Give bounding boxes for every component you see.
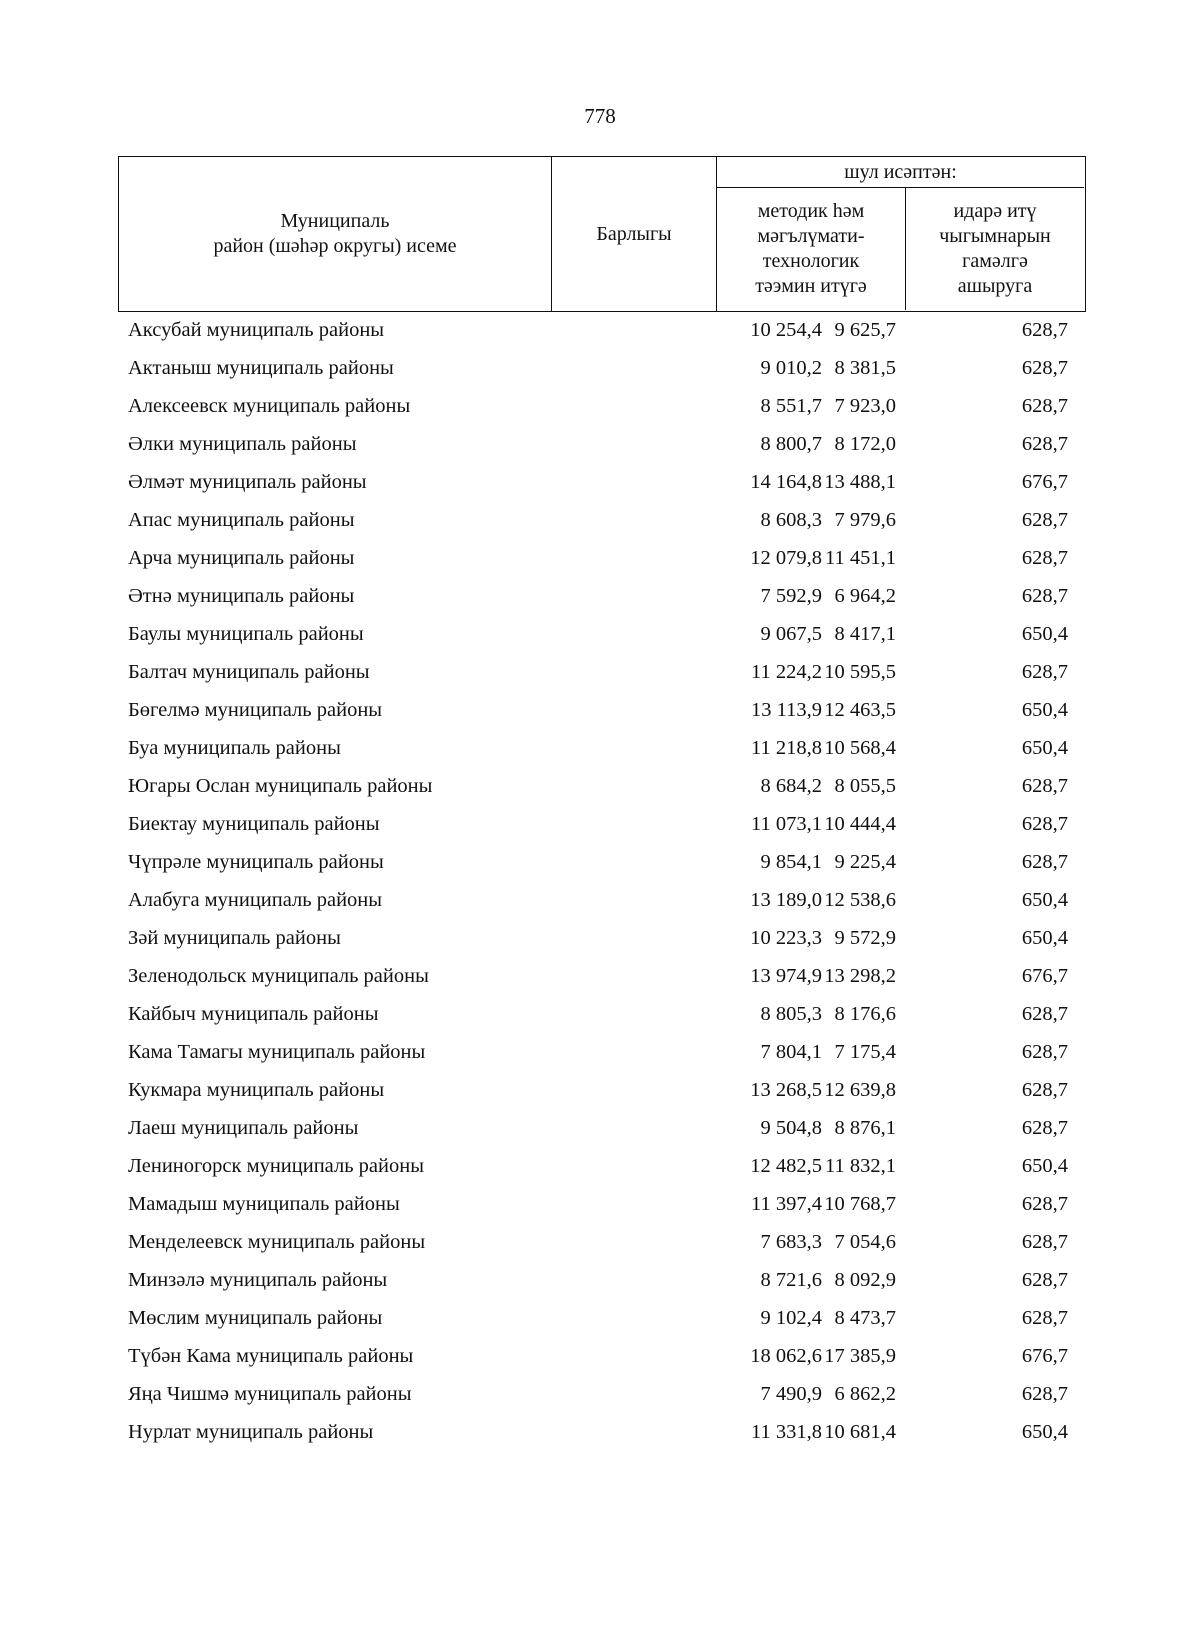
cell-methodical-support: 12 639,8 <box>824 1079 896 1101</box>
table-row <box>118 1223 1086 1261</box>
cell-methodical-support: 8 092,9 <box>834 1269 896 1291</box>
table-row <box>118 1033 1086 1071</box>
table-header <box>118 156 1086 312</box>
cell-administration-costs: 650,4 <box>1021 1421 1068 1443</box>
cell-administration-costs: 628,7 <box>1021 319 1068 341</box>
cell-methodical-support: 7 979,6 <box>834 509 896 531</box>
cell-municipality-name: Алабуга муниципаль районы <box>128 889 383 911</box>
header-methodical-support <box>717 188 906 310</box>
cell-total: 13 974,9 <box>750 965 822 987</box>
table-row <box>118 501 1086 539</box>
cell-municipality-name: Кама Тамагы муниципаль районы <box>128 1041 426 1063</box>
table-row <box>118 1109 1086 1147</box>
table-row <box>118 577 1086 615</box>
cell-administration-costs: 628,7 <box>1021 1383 1068 1405</box>
cell-total: 9 067,5 <box>760 623 822 645</box>
cell-total: 7 804,1 <box>760 1041 822 1063</box>
cell-total: 8 608,3 <box>760 509 822 531</box>
cell-administration-costs: 628,7 <box>1021 775 1068 797</box>
table-row <box>118 1375 1086 1413</box>
cell-total: 9 504,8 <box>760 1117 822 1139</box>
table-row <box>118 1299 1086 1337</box>
cell-methodical-support: 10 768,7 <box>824 1193 896 1215</box>
cell-total: 13 189,0 <box>750 889 822 911</box>
cell-total: 13 113,9 <box>751 699 822 721</box>
cell-administration-costs: 676,7 <box>1021 1345 1068 1367</box>
table-row <box>118 1261 1086 1299</box>
table-row <box>118 653 1086 691</box>
cell-methodical-support: 8 473,7 <box>834 1307 896 1329</box>
cell-municipality-name: Чүпрәле муниципаль районы <box>128 851 384 873</box>
cell-municipality-name: Минзәлә муниципаль районы <box>128 1269 388 1291</box>
cell-administration-costs: 628,7 <box>1021 357 1068 379</box>
cell-total: 11 073,1 <box>751 813 822 835</box>
cell-methodical-support: 7 923,0 <box>834 395 896 417</box>
cell-methodical-support: 9 225,4 <box>834 851 896 873</box>
cell-administration-costs: 628,7 <box>1021 1269 1068 1291</box>
cell-municipality-name: Актаныш муниципаль районы <box>128 357 394 379</box>
cell-administration-costs: 628,7 <box>1021 661 1068 683</box>
cell-administration-costs: 628,7 <box>1021 433 1068 455</box>
cell-methodical-support: 10 568,4 <box>824 737 896 759</box>
page-number: 778 <box>584 104 616 128</box>
table-row <box>118 805 1086 843</box>
cell-total: 12 482,5 <box>750 1155 822 1177</box>
cell-methodical-support: 7 175,4 <box>834 1041 896 1063</box>
cell-administration-costs: 628,7 <box>1021 395 1068 417</box>
cell-administration-costs: 628,7 <box>1021 1003 1068 1025</box>
cell-municipality-name: Менделеевск муниципаль районы <box>128 1231 426 1253</box>
cell-municipality-name: Нурлат муниципаль районы <box>128 1421 374 1443</box>
cell-administration-costs: 628,7 <box>1021 547 1068 569</box>
cell-administration-costs: 650,4 <box>1021 889 1068 911</box>
cell-methodical-support: 6 862,2 <box>834 1383 896 1405</box>
cell-total: 11 397,4 <box>751 1193 822 1215</box>
cell-total: 10 254,4 <box>750 319 822 341</box>
cell-total: 10 223,3 <box>750 927 822 949</box>
cell-administration-costs: 650,4 <box>1021 1155 1068 1177</box>
cell-methodical-support: 9 572,9 <box>834 927 896 949</box>
table-row <box>118 387 1086 425</box>
cell-administration-costs: 650,4 <box>1021 927 1068 949</box>
header-including-label: шул исәптән: <box>844 160 957 183</box>
header-including-group <box>717 157 1084 188</box>
header-administration-costs-label: идарә итү чыгымнарын гамәлгә ашыруга <box>939 200 1051 297</box>
table-row <box>118 995 1086 1033</box>
cell-municipality-name: Кукмара муниципаль районы <box>128 1079 385 1101</box>
cell-municipality-name: Бөгелмә муниципаль районы <box>128 699 383 721</box>
cell-municipality-name: Югары Ослан муниципаль районы <box>128 775 433 797</box>
cell-municipality-name: Лениногорск муниципаль районы <box>128 1155 424 1177</box>
cell-administration-costs: 628,7 <box>1021 509 1068 531</box>
cell-total: 8 805,3 <box>760 1003 822 1025</box>
cell-methodical-support: 8 055,5 <box>834 775 896 797</box>
cell-administration-costs: 628,7 <box>1021 1231 1068 1253</box>
cell-total: 12 079,8 <box>750 547 822 569</box>
table-row <box>118 919 1086 957</box>
cell-municipality-name: Балтач муниципаль районы <box>128 661 370 683</box>
cell-methodical-support: 12 463,5 <box>824 699 896 721</box>
header-methodical-support-label: методик һәм мәгълүмати- технологик тәэмин итүгә <box>755 200 867 297</box>
cell-total: 13 268,5 <box>750 1079 822 1101</box>
cell-total: 9 854,1 <box>760 851 822 873</box>
table-row <box>118 1337 1086 1375</box>
table-row <box>118 539 1086 577</box>
cell-total: 7 683,3 <box>760 1231 822 1253</box>
cell-municipality-name: Әлмәт муниципаль районы <box>128 471 367 493</box>
cell-administration-costs: 650,4 <box>1021 737 1068 759</box>
cell-municipality-name: Әтнә муниципаль районы <box>128 585 355 607</box>
cell-municipality-name: Апас муниципаль районы <box>128 509 355 531</box>
header-municipality-name <box>119 157 552 311</box>
cell-methodical-support: 13 298,2 <box>824 965 896 987</box>
cell-methodical-support: 17 385,9 <box>824 1345 896 1367</box>
cell-municipality-name: Баулы муниципаль районы <box>128 623 364 645</box>
cell-methodical-support: 6 964,2 <box>834 585 896 607</box>
cell-total: 7 490,9 <box>760 1383 822 1405</box>
table-row <box>118 425 1086 463</box>
cell-administration-costs: 628,7 <box>1021 813 1068 835</box>
cell-administration-costs: 676,7 <box>1021 965 1068 987</box>
cell-total: 8 684,2 <box>760 775 822 797</box>
table-row <box>118 1071 1086 1109</box>
cell-municipality-name: Арча муниципаль районы <box>128 547 355 569</box>
cell-administration-costs: 676,7 <box>1021 471 1068 493</box>
cell-total: 11 224,2 <box>751 661 822 683</box>
cell-municipality-name: Биектау муниципаль районы <box>128 813 380 835</box>
table-row <box>118 729 1086 767</box>
header-total <box>552 157 717 311</box>
cell-total: 9 010,2 <box>760 357 822 379</box>
cell-administration-costs: 628,7 <box>1021 1079 1068 1101</box>
table-row <box>118 1413 1086 1451</box>
cell-total: 8 551,7 <box>760 395 822 417</box>
cell-methodical-support: 10 595,5 <box>824 661 896 683</box>
cell-administration-costs: 650,4 <box>1021 699 1068 721</box>
table-body <box>118 311 1086 1451</box>
cell-methodical-support: 10 681,4 <box>824 1421 896 1443</box>
table-row <box>118 881 1086 919</box>
cell-administration-costs: 628,7 <box>1021 1193 1068 1215</box>
table-row <box>118 767 1086 805</box>
cell-municipality-name: Мамадыш муниципаль районы <box>128 1193 400 1215</box>
cell-municipality-name: Зеленодольск муниципаль районы <box>128 965 429 987</box>
cell-methodical-support: 10 444,4 <box>824 813 896 835</box>
cell-methodical-support: 8 176,6 <box>834 1003 896 1025</box>
cell-methodical-support: 8 876,1 <box>834 1117 896 1139</box>
cell-total: 14 164,8 <box>750 471 822 493</box>
cell-administration-costs: 628,7 <box>1021 1041 1068 1063</box>
cell-municipality-name: Кайбыч муниципаль районы <box>128 1003 379 1025</box>
header-municipality-name-label: Муниципаль район (шәһәр округы) исеме <box>213 210 457 257</box>
cell-administration-costs: 628,7 <box>1021 1117 1068 1139</box>
cell-methodical-support: 9 625,7 <box>834 319 896 341</box>
table-row <box>118 691 1086 729</box>
cell-total: 18 062,6 <box>750 1345 822 1367</box>
cell-administration-costs: 628,7 <box>1021 585 1068 607</box>
cell-total: 11 218,8 <box>751 737 822 759</box>
cell-municipality-name: Алексеевск муниципаль районы <box>128 395 411 417</box>
cell-municipality-name: Яңа Чишмә муниципаль районы <box>128 1383 412 1405</box>
cell-total: 8 800,7 <box>760 433 822 455</box>
header-total-label: Барлыгы <box>596 222 672 245</box>
table-row <box>118 311 1086 349</box>
cell-municipality-name: Лаеш муниципаль районы <box>128 1117 359 1139</box>
cell-methodical-support: 8 381,5 <box>834 357 896 379</box>
table-row <box>118 349 1086 387</box>
cell-administration-costs: 628,7 <box>1021 1307 1068 1329</box>
cell-total: 9 102,4 <box>760 1307 822 1329</box>
cell-total: 7 592,9 <box>760 585 822 607</box>
cell-methodical-support: 12 538,6 <box>824 889 896 911</box>
cell-total: 11 331,8 <box>751 1421 822 1443</box>
table-row <box>118 1147 1086 1185</box>
cell-methodical-support: 11 451,1 <box>825 547 896 569</box>
cell-administration-costs: 628,7 <box>1021 851 1068 873</box>
cell-methodical-support: 8 172,0 <box>834 433 896 455</box>
cell-total: 8 721,6 <box>760 1269 822 1291</box>
cell-municipality-name: Әлки муниципаль районы <box>128 433 357 455</box>
cell-municipality-name: Зәй муниципаль районы <box>128 927 341 949</box>
table-row <box>118 843 1086 881</box>
table-row <box>118 1185 1086 1223</box>
table-row <box>118 957 1086 995</box>
cell-methodical-support: 11 832,1 <box>825 1155 896 1177</box>
cell-municipality-name: Аксубай муниципаль районы <box>128 319 385 341</box>
header-administration-costs <box>906 188 1084 310</box>
table-row <box>118 463 1086 501</box>
cell-methodical-support: 8 417,1 <box>834 623 896 645</box>
cell-methodical-support: 7 054,6 <box>834 1231 896 1253</box>
cell-municipality-name: Буа муниципаль районы <box>128 737 341 759</box>
cell-methodical-support: 13 488,1 <box>824 471 896 493</box>
cell-administration-costs: 650,4 <box>1021 623 1068 645</box>
cell-municipality-name: Түбән Кама муниципаль районы <box>128 1345 414 1367</box>
table-row <box>118 615 1086 653</box>
cell-municipality-name: Мөслим муниципаль районы <box>128 1307 383 1329</box>
